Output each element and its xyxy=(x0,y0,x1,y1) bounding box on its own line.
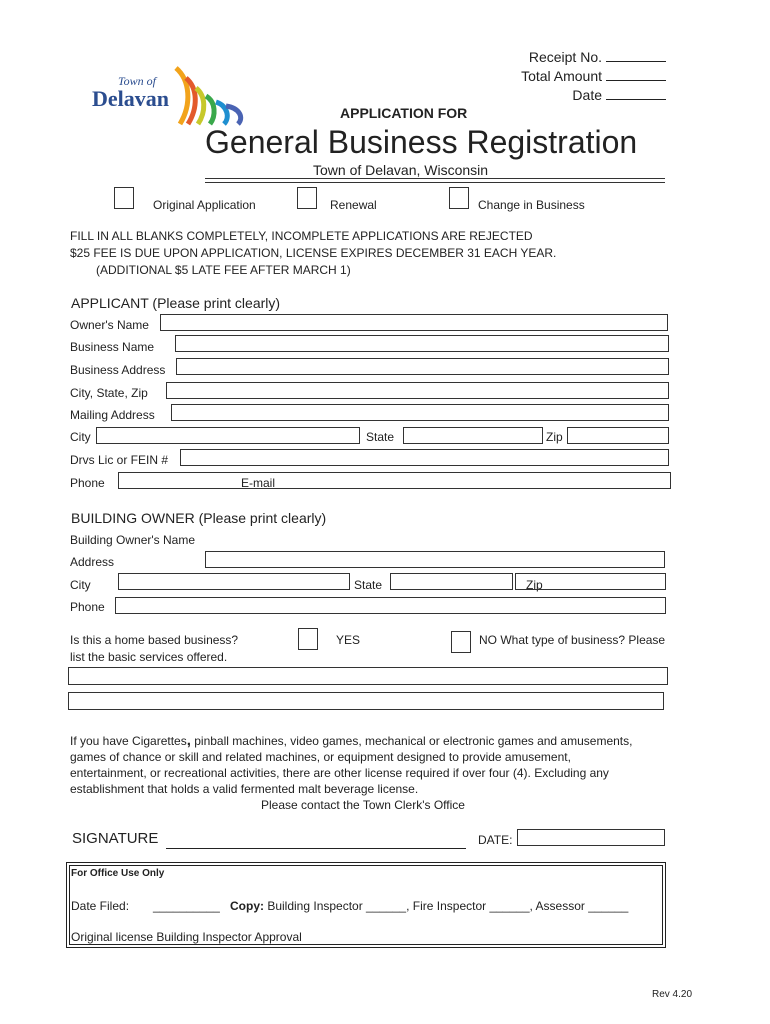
office-use-box xyxy=(66,862,666,948)
date-field[interactable] xyxy=(606,87,666,100)
office-use-heading: For Office Use Only xyxy=(71,868,165,879)
building-zip-field[interactable] xyxy=(515,573,666,590)
business-name-field[interactable] xyxy=(175,335,669,352)
renewal-label: Renewal xyxy=(330,198,377,212)
page-subtitle: Town of Delavan, Wisconsin xyxy=(313,162,489,178)
application-for: APPLICATION FOR xyxy=(340,105,468,121)
notice-comma: , xyxy=(186,732,191,749)
building-phone-field[interactable] xyxy=(115,597,666,614)
signature-label: SIGNATURE xyxy=(72,830,159,847)
zip-field[interactable] xyxy=(567,427,669,444)
title-rule xyxy=(205,178,665,183)
notice-line-2: games of chance or skill and related machines, or equipment designed to provide amusement, xyxy=(70,750,571,764)
logo-name: Delavan xyxy=(92,86,169,111)
notice-line-3: entertainment, or recreational activities, there are other license required if over four (4). Excluding any xyxy=(70,766,609,780)
date-row xyxy=(521,86,666,105)
phone-label: Phone xyxy=(70,476,105,490)
owners-name-label: Owner's Name xyxy=(70,318,149,332)
building-owner-name-label: Building Owner's Name xyxy=(70,533,196,547)
original-application-label: Original Application xyxy=(153,198,256,212)
services-field-1[interactable] xyxy=(68,667,668,685)
building-zip-label: Zip xyxy=(526,578,543,592)
zip-label: Zip xyxy=(546,430,563,444)
total-row xyxy=(521,67,666,86)
building-state-label: State xyxy=(354,578,383,592)
total-field[interactable] xyxy=(606,68,666,81)
drvs-lic-field[interactable] xyxy=(180,449,669,466)
mailing-address-label: Mailing Address xyxy=(70,408,155,422)
building-address-field[interactable] xyxy=(205,551,665,568)
business-name-label: Business Name xyxy=(70,340,155,354)
renewal-checkbox[interactable] xyxy=(297,187,317,209)
home-based-question: Is this a home based business? xyxy=(70,633,239,647)
notice-line-5: Please contact the Town Clerk's Office xyxy=(261,798,465,812)
state-field[interactable] xyxy=(403,427,543,444)
owners-name-field[interactable] xyxy=(160,314,668,331)
town-logo xyxy=(90,66,250,128)
city-state-zip-label: City, State, Zip xyxy=(70,386,148,400)
notice-line-1-rest: pinball machines, video games, mechanical or electronic games and amusements, xyxy=(190,734,633,748)
receipt-row xyxy=(521,48,666,67)
receipt-label: Receipt No. xyxy=(528,49,602,65)
drvs-lic-label: Drvs Lic or FEIN # xyxy=(70,453,169,467)
date-label: Date xyxy=(572,87,602,103)
receipt-field[interactable] xyxy=(606,49,666,62)
email-label: E-mail xyxy=(241,476,276,490)
building-city-label: City xyxy=(70,578,91,592)
copy-label: Copy: xyxy=(230,899,264,913)
notice-text xyxy=(70,733,632,813)
copy-text: Building Inspector ______, Fire Inspector ______, Assessor ______ xyxy=(264,899,629,913)
home-based-no-checkbox[interactable] xyxy=(451,631,471,653)
phone-email-field[interactable] xyxy=(118,472,671,489)
building-city-field[interactable] xyxy=(118,573,350,590)
services-field-2[interactable] xyxy=(68,692,664,710)
change-in-business-label: Change in Business xyxy=(478,198,585,212)
building-phone-label: Phone xyxy=(70,600,105,614)
building-address-label: Address xyxy=(70,555,115,569)
signature-date-field[interactable] xyxy=(517,829,665,846)
city-label: City xyxy=(70,430,91,444)
city-field[interactable] xyxy=(96,427,360,444)
inspector-approval: Original license Building Inspector Approval xyxy=(71,930,302,944)
revision-label: Rev 4.20 xyxy=(652,989,693,1000)
change-in-business-checkbox[interactable] xyxy=(449,187,469,209)
state-label: State xyxy=(366,430,395,444)
total-label: Total Amount xyxy=(521,68,602,84)
date-filed-label: Date Filed: xyxy=(71,899,130,913)
building-owner-heading: BUILDING OWNER (Please print clearly) xyxy=(71,510,327,526)
notice-line-1 xyxy=(70,733,632,749)
notice-line-4: establishment that holds a valid fermented malt beverage license. xyxy=(70,782,419,796)
original-application-checkbox[interactable] xyxy=(114,187,134,209)
city-state-zip-field[interactable] xyxy=(166,382,669,399)
home-based-question-2: list the basic services offered. xyxy=(70,650,228,664)
notice-lead: If you have Cigarettes xyxy=(70,734,187,748)
signature-date-label: DATE: xyxy=(478,833,513,847)
home-based-no-label: NO What type of business? Please xyxy=(479,633,666,647)
home-based-yes-label: YES xyxy=(336,633,361,647)
instruction-line-2: $25 FEE IS DUE UPON APPLICATION, LICENSE EXPIRES DECEMBER 31 EACH YEAR. xyxy=(70,246,557,260)
signature-line[interactable] xyxy=(166,846,466,849)
applicant-heading: APPLICANT (Please print clearly) xyxy=(71,295,281,311)
instruction-line-1: FILL IN ALL BLANKS COMPLETELY, INCOMPLETE APPLICATIONS ARE REJECTED xyxy=(70,229,533,243)
copy-row xyxy=(230,899,628,913)
mailing-address-field[interactable] xyxy=(171,404,669,421)
building-state-field[interactable] xyxy=(390,573,513,590)
business-address-field[interactable] xyxy=(176,358,669,375)
date-filed-blank: __________ xyxy=(153,899,220,913)
instruction-line-3: (ADDITIONAL $5 LATE FEE AFTER MARCH 1) xyxy=(96,263,351,277)
business-address-label: Business Address xyxy=(70,363,166,377)
home-based-yes-checkbox[interactable] xyxy=(298,628,318,650)
receipt-block xyxy=(521,48,666,105)
logo-town-of: Town of xyxy=(118,74,156,88)
page-title: General Business Registration xyxy=(205,124,638,160)
